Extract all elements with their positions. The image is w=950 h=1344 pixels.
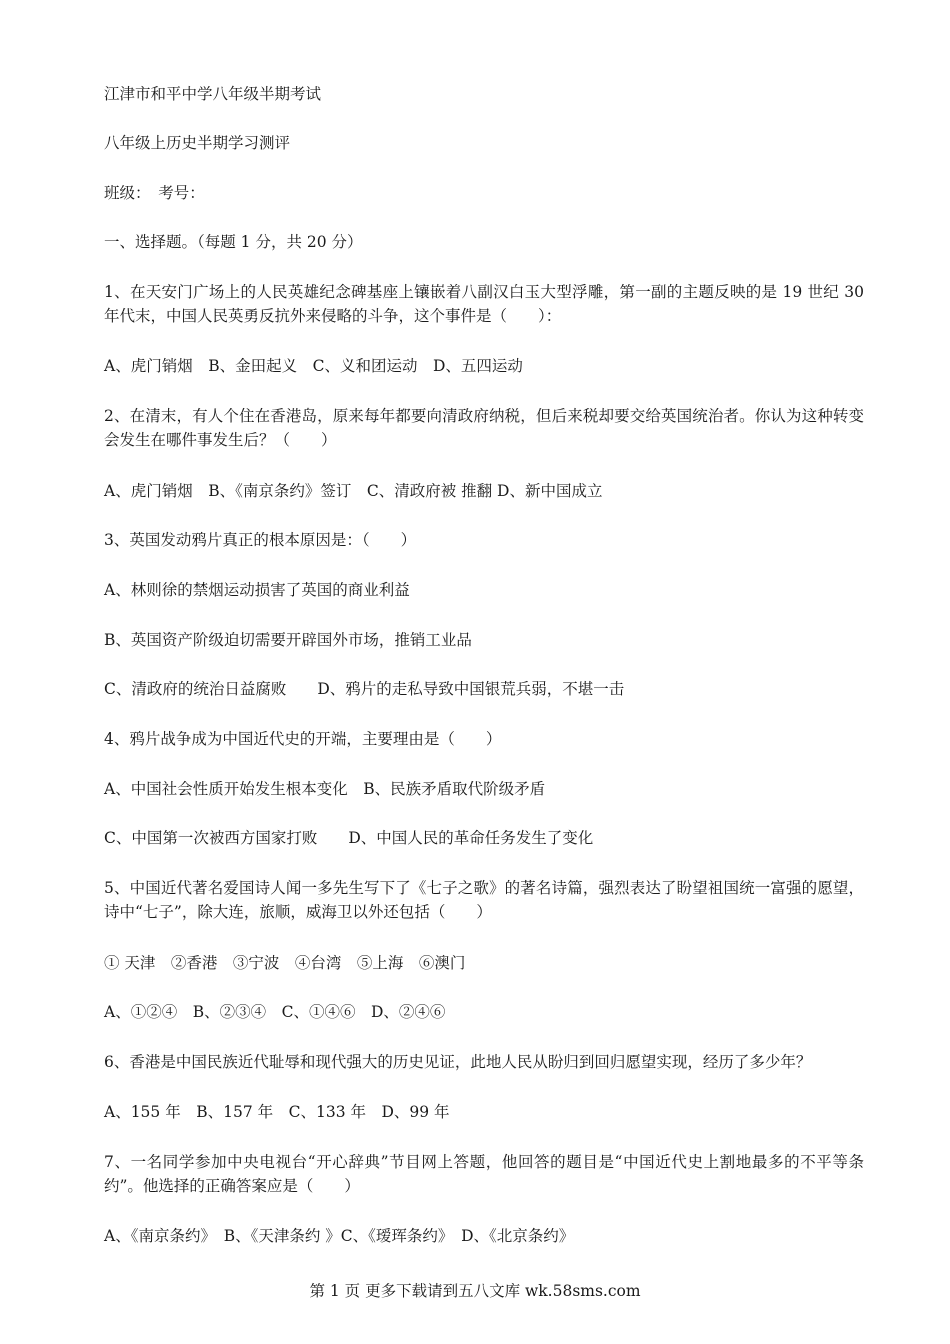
question-5: 5、中国近代著名爱国诗人闻一多先生写下了《七子之歌》的著名诗篇，强烈表达了盼望祖国统一富强的愿望，诗中“七子”，除大连，旅顺，威海卫以外还包括（ ） — [104, 879, 864, 921]
section-title: 一、选择题。（每题 1 分，共 20 分） — [104, 233, 363, 251]
question-3-options-c-d: C、清政府的统治日益腐败 D、鸦片的走私导致中国银荒兵弱，不堪一击 — [104, 680, 625, 698]
question-4-options-c-d: C、中国第一次被西方国家打败 D、中国人民的革命任务发生了变化 — [104, 829, 594, 847]
question-2-options: A、虎门销烟 B、《南京条约》签订 C、清政府被 推翻 D、新中国成立 — [104, 482, 603, 500]
school-exam-title: 江津市和平中学八年级半期考试 — [104, 85, 322, 103]
question-5-items: ① 天津 ②香港 ③宁波 ④台湾 ⑤上海 ⑥澳门 — [104, 954, 466, 972]
page-footer: 第 1 页 更多下载请到五八文库 wk.58sms.com — [309, 1282, 641, 1300]
class-exam-number-fields: 班级： 考号： — [104, 184, 205, 202]
question-3-option-b: B、英国资产阶级迫切需要开辟国外市场，推销工业品 — [104, 631, 472, 649]
question-3: 3、英国发动鸦片真正的根本原因是：（ ） — [104, 531, 417, 549]
question-5-options: A、①②④ B、②③④ C、①④⑥ D、②④⑥ — [104, 1003, 446, 1021]
question-4-options-a-b: A、中国社会性质开始发生根本变化 B、民族矛盾取代阶级矛盾 — [104, 780, 546, 798]
question-7-options: A、《南京条约》 B、《天津条约 》C、《瑷珲条约》 D、《北京条约》 — [104, 1227, 575, 1245]
question-6: 6、香港是中国民族近代耻辱和现代强大的历史见证，此地人民从盼归到回归愿望实现，经历了多少年？ — [104, 1053, 812, 1071]
subject-title: 八年级上历史半期学习测评 — [104, 134, 291, 152]
question-1-options: A、虎门销烟 B、金田起义 C、义和团运动 D、五四运动 — [104, 357, 523, 375]
question-4: 4、鸦片战争成为中国近代史的开端，主要理由是（ ） — [104, 730, 502, 748]
question-3-option-a: A、林则徐的禁烟运动损害了英国的商业利益 — [104, 581, 410, 599]
question-7: 7、一名同学参加中央电视台“开心辞典”节目网上答题，他回答的题目是“中国近代史上割地最多的不平等条约”。他选择的正确答案应是（ ） — [104, 1153, 864, 1195]
question-2: 2、在清末，有人个住在香港岛，原来每年都要向清政府纳税，但后来税却要交给英国统治者。你认为这种转变会发生在哪件事发生后？（ ） — [104, 407, 864, 449]
question-1: 1、在天安门广场上的人民英雄纪念碑基座上镶嵌着八副汉白玉大型浮雕，第一副的主题反映的是 19 世纪 30 年代末，中国人民英勇反抗外来侵略的斗争，这个事件是（ ）： — [104, 283, 864, 325]
question-6-options: A、155 年 B、157 年 C、133 年 D、99 年 — [104, 1103, 450, 1121]
